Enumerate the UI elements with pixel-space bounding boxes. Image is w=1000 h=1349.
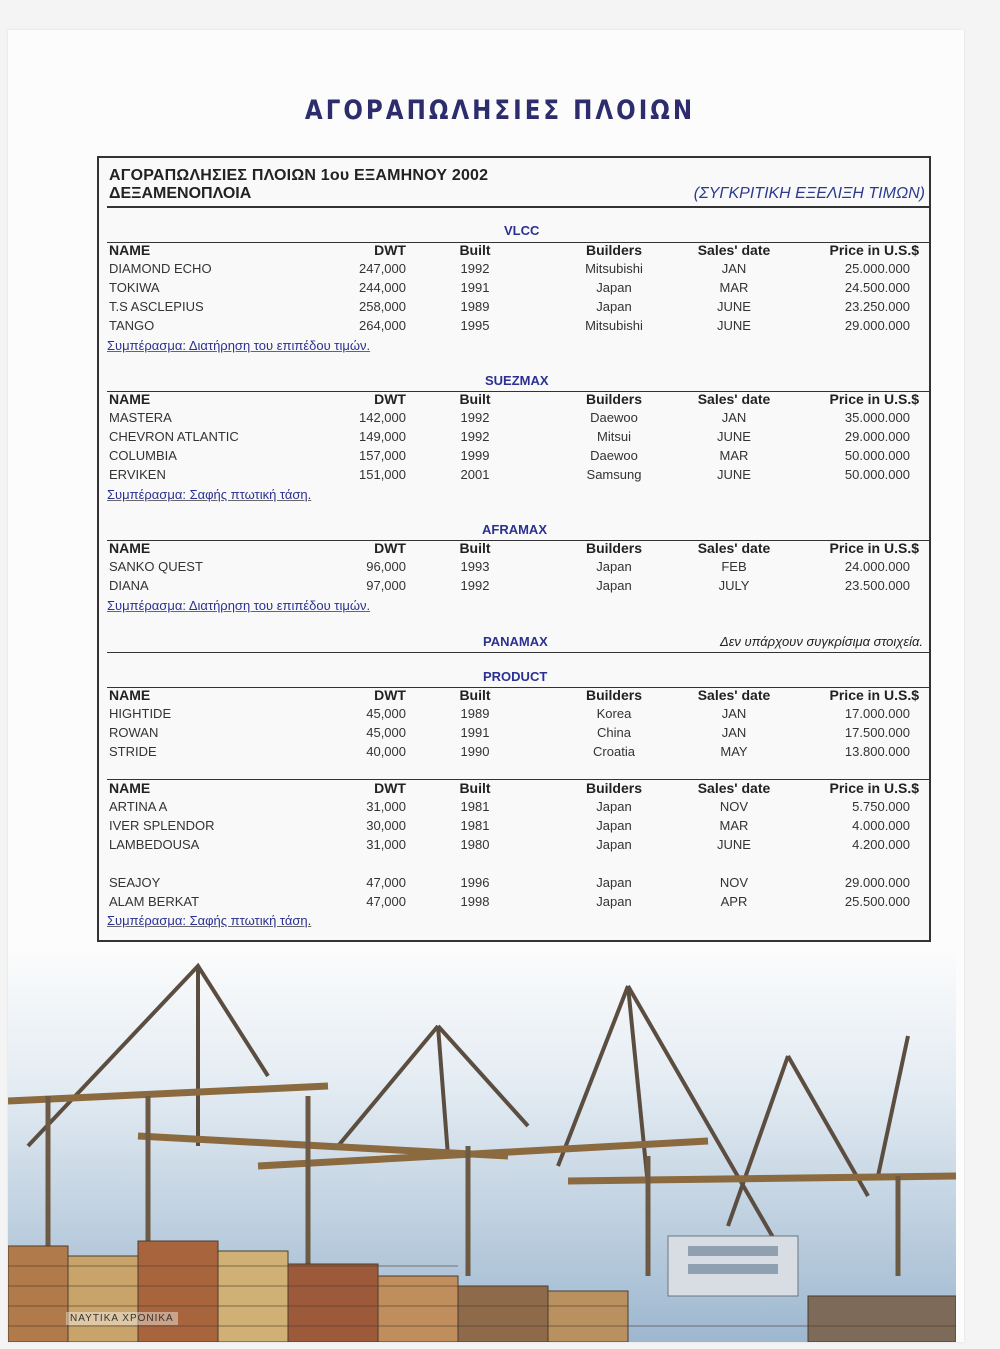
conclusion-label: Συμπέρασμα:: [107, 487, 186, 502]
cell-name: COLUMBIA: [109, 448, 177, 463]
cell-builders: Japan: [596, 559, 632, 574]
cell-sales-date: MAR: [719, 280, 749, 295]
cell-dwt: 258,000: [359, 299, 406, 314]
col-dwt: DWT: [374, 687, 406, 703]
table-row: [109, 578, 921, 597]
cell-sales-date: NOV: [719, 875, 749, 890]
section-title-vlcc: VLCC: [504, 223, 540, 238]
col-built: Built: [459, 540, 491, 556]
cell-builders: Japan: [596, 875, 632, 890]
col-name: NAME: [109, 780, 151, 796]
table-subheading: ΔΕΞΑΜΕΝΟΠΛΟΙΑ: [109, 185, 252, 202]
cell-built: 1992: [460, 429, 490, 444]
table-heading: ΑΓΟΡΑΠΩΛΗΣΙΕΣ ΠΛΟΙΩΝ 1ου ΕΞΑΜΗΝΟΥ 2002: [109, 167, 489, 184]
cell-builders: Daewoo: [590, 448, 638, 463]
cell-price: 35.000.000: [844, 410, 910, 425]
cell-name: IVER SPLENDOR: [109, 818, 215, 833]
cell-builders: Korea: [596, 706, 632, 721]
cell-dwt: 30,000: [366, 818, 406, 833]
cell-name: ROWAN: [109, 725, 159, 740]
cell-sales-date: NOV: [719, 799, 749, 814]
col-built: Built: [459, 242, 491, 258]
cell-dwt: 142,000: [359, 410, 406, 425]
col-sales-date: Sales' date: [697, 242, 771, 258]
cell-price: 24.500.000: [844, 280, 910, 295]
table-row: [109, 706, 921, 725]
col-price: Price in U.S.$: [829, 242, 919, 258]
cell-dwt: 157,000: [359, 448, 406, 463]
col-price: Price in U.S.$: [829, 391, 919, 407]
cell-name: DIANA: [109, 578, 149, 593]
cell-name: STRIDE: [109, 744, 157, 759]
cell-dwt: 97,000: [366, 578, 406, 593]
cell-price: 23.250.000: [844, 299, 910, 314]
conclusion-vlcc: [107, 338, 370, 353]
table-row: [109, 799, 921, 818]
table-row: [109, 261, 921, 280]
cell-built: 1989: [460, 706, 490, 721]
divider: [107, 652, 929, 653]
col-dwt: DWT: [374, 242, 406, 258]
cell-sales-date: FEB: [721, 559, 747, 574]
cell-builders: Japan: [596, 578, 632, 593]
col-sales-date: Sales' date: [697, 540, 771, 556]
cell-sales-date: MAY: [720, 744, 748, 759]
cell-price: 5.750.000: [852, 799, 910, 814]
table-row: [109, 280, 921, 299]
cell-built: 1999: [460, 448, 490, 463]
col-built: Built: [459, 391, 491, 407]
col-dwt: DWT: [374, 391, 406, 407]
column-header-row: [109, 540, 921, 559]
cell-dwt: 151,000: [359, 467, 406, 482]
col-name: NAME: [109, 687, 151, 703]
col-dwt: DWT: [374, 540, 406, 556]
col-name: NAME: [109, 391, 151, 407]
cell-dwt: 40,000: [366, 744, 406, 759]
conclusion-text: Σαφής πτωτική τάση.: [189, 487, 312, 502]
sales-table-box: [97, 156, 931, 942]
conclusion-suezmax: [107, 487, 311, 502]
cell-sales-date: MAR: [719, 818, 749, 833]
cell-builders: Samsung: [586, 467, 642, 482]
cell-built: 1992: [460, 261, 490, 276]
section-title-product: PRODUCT: [483, 669, 548, 684]
table-row: [109, 410, 921, 429]
cell-dwt: 31,000: [366, 837, 406, 852]
cell-sales-date: MAR: [719, 448, 749, 463]
cell-sales-date: JUNE: [717, 467, 751, 482]
col-built: Built: [459, 687, 491, 703]
cell-sales-date: JAN: [721, 410, 747, 425]
cell-sales-date: JAN: [721, 706, 747, 721]
cell-price: 17.500.000: [844, 725, 910, 740]
col-name: NAME: [109, 242, 151, 258]
table-row: [109, 837, 921, 856]
cell-built: 1992: [460, 410, 490, 425]
cell-sales-date: JUNE: [717, 318, 751, 333]
cell-built: 2001: [460, 467, 490, 482]
cell-dwt: 47,000: [366, 875, 406, 890]
cell-builders: Japan: [596, 299, 632, 314]
col-builders: Builders: [585, 242, 642, 258]
table-row: [109, 467, 921, 486]
table-row: [109, 725, 921, 744]
conclusion-aframax: [107, 598, 370, 613]
conclusion-text: Σαφής πτωτική τάση.: [189, 913, 312, 928]
cell-built: 1993: [460, 559, 490, 574]
cell-built: 1998: [460, 894, 490, 909]
cell-sales-date: APR: [720, 894, 748, 909]
col-price: Price in U.S.$: [829, 780, 919, 796]
section-title-aframax: AFRAMAX: [482, 522, 547, 537]
column-header-row: [109, 780, 921, 799]
cell-builders: Japan: [596, 799, 632, 814]
cell-built: 1981: [460, 799, 490, 814]
conclusion-label: Συμπέρασμα:: [107, 598, 186, 613]
conclusion-product: [107, 913, 311, 928]
cell-dwt: 244,000: [359, 280, 406, 295]
cell-dwt: 47,000: [366, 894, 406, 909]
col-builders: Builders: [585, 687, 642, 703]
cell-dwt: 149,000: [359, 429, 406, 444]
cell-price: 4.000.000: [852, 818, 910, 833]
col-builders: Builders: [585, 780, 642, 796]
magazine-footer: ΝΑΥΤΙΚΑ ΧΡΟΝΙΚΑ: [66, 1312, 178, 1325]
cell-name: SANKO QUEST: [109, 559, 203, 574]
col-builders: Builders: [585, 540, 642, 556]
col-dwt: DWT: [374, 780, 406, 796]
cell-price: 24.000.000: [844, 559, 910, 574]
page-title: ΑΓΟΡΑΠΩΛΗΣΙΕΣ ΠΛΟΙΩΝ: [304, 96, 696, 126]
cell-name: HIGHTIDE: [109, 706, 172, 721]
cell-sales-date: JUNE: [717, 299, 751, 314]
table-row: [109, 744, 921, 763]
cell-built: 1991: [460, 280, 490, 295]
table-row: [109, 818, 921, 837]
column-header-row: [109, 391, 921, 410]
cell-builders: Japan: [596, 837, 632, 852]
cell-dwt: 96,000: [366, 559, 406, 574]
col-price: Price in U.S.$: [829, 540, 919, 556]
conclusion-text: Διατήρηση του επιπέδου τιμών.: [188, 598, 371, 613]
cell-dwt: 45,000: [366, 725, 406, 740]
cell-built: 1991: [460, 725, 490, 740]
cell-price: 13.800.000: [844, 744, 910, 759]
table-row: [109, 429, 921, 448]
col-price: Price in U.S.$: [829, 687, 919, 703]
cell-built: 1990: [460, 744, 490, 759]
cell-sales-date: JUNE: [717, 837, 751, 852]
table-row: [109, 299, 921, 318]
port-cranes-photo: [8, 946, 956, 1342]
cell-sales-date: JAN: [721, 261, 747, 276]
table-row: [109, 875, 921, 894]
cell-builders: Japan: [596, 818, 632, 833]
table-row: [109, 894, 921, 913]
cell-price: 25.000.000: [844, 261, 910, 276]
col-sales-date: Sales' date: [697, 687, 771, 703]
cell-name: T.S ASCLEPIUS: [109, 299, 204, 314]
cell-builders: Mitsubishi: [585, 318, 643, 333]
column-header-row: [109, 687, 921, 706]
cell-name: TOKIWA: [109, 280, 160, 295]
cell-dwt: 45,000: [366, 706, 406, 721]
cell-name: ERVIKEN: [109, 467, 166, 482]
cell-price: 29.000.000: [844, 318, 910, 333]
column-header-row: [109, 242, 921, 261]
divider: [107, 206, 929, 208]
cell-sales-date: JAN: [721, 725, 747, 740]
conclusion-label: Συμπέρασμα:: [107, 338, 186, 353]
cell-price: 23.500.000: [844, 578, 910, 593]
cell-price: 50.000.000: [844, 467, 910, 482]
conclusion-text: Διατήρηση του επιπέδου τιμών.: [188, 338, 371, 353]
cell-builders: Mitsui: [597, 429, 631, 444]
cell-dwt: 264,000: [359, 318, 406, 333]
cell-sales-date: JUNE: [717, 429, 751, 444]
table-comparison-note: (ΣΥΓΚΡΙΤΙΚΗ ΕΞΕΛΙΞΗ ΤΙΜΩΝ): [693, 185, 925, 202]
cell-price: 50.000.000: [844, 448, 910, 463]
conclusion-label: Συμπέρασμα:: [107, 913, 186, 928]
col-name: NAME: [109, 540, 151, 556]
cell-built: 1995: [460, 318, 490, 333]
cell-price: 4.200.000: [852, 837, 910, 852]
cell-builders: Japan: [596, 280, 632, 295]
table-row: [109, 559, 921, 578]
cell-name: TANGO: [109, 318, 155, 333]
cell-dwt: 31,000: [366, 799, 406, 814]
cell-builders: Daewoo: [590, 410, 638, 425]
cell-built: 1996: [460, 875, 490, 890]
cell-price: 29.000.000: [844, 429, 910, 444]
cell-sales-date: JULY: [718, 578, 750, 593]
col-sales-date: Sales' date: [697, 391, 771, 407]
cell-name: DIAMOND ECHO: [109, 261, 212, 276]
cell-builders: Mitsubishi: [585, 261, 643, 276]
cell-built: 1980: [460, 837, 490, 852]
cell-price: 17.000.000: [844, 706, 910, 721]
col-builders: Builders: [585, 391, 642, 407]
cell-price: 25.500.000: [844, 894, 910, 909]
cell-built: 1989: [460, 299, 490, 314]
cell-name: LAMBEDOUSA: [109, 837, 200, 852]
cell-built: 1981: [460, 818, 490, 833]
cell-name: CHEVRON ATLANTIC: [109, 429, 239, 444]
cell-name: ALAM BERKAT: [109, 894, 200, 909]
section-title-panamax: PANAMAX: [483, 634, 548, 649]
cell-dwt: 247,000: [359, 261, 406, 276]
table-row: [109, 448, 921, 467]
panamax-no-data-note: Δεν υπάρχουν συγκρίσιμα στοιχεία.: [720, 634, 923, 649]
cell-builders: Croatia: [593, 744, 635, 759]
cell-name: SEAJOY: [109, 875, 161, 890]
table-row: [109, 318, 921, 337]
cell-built: 1992: [460, 578, 490, 593]
col-sales-date: Sales' date: [697, 780, 771, 796]
cell-price: 29.000.000: [844, 875, 910, 890]
col-built: Built: [459, 780, 491, 796]
cell-name: MASTERA: [109, 410, 172, 425]
section-title-suezmax: SUEZMAX: [485, 373, 549, 388]
cell-builders: Japan: [596, 894, 632, 909]
cell-builders: China: [597, 725, 631, 740]
cell-name: ARTINA A: [109, 799, 168, 814]
